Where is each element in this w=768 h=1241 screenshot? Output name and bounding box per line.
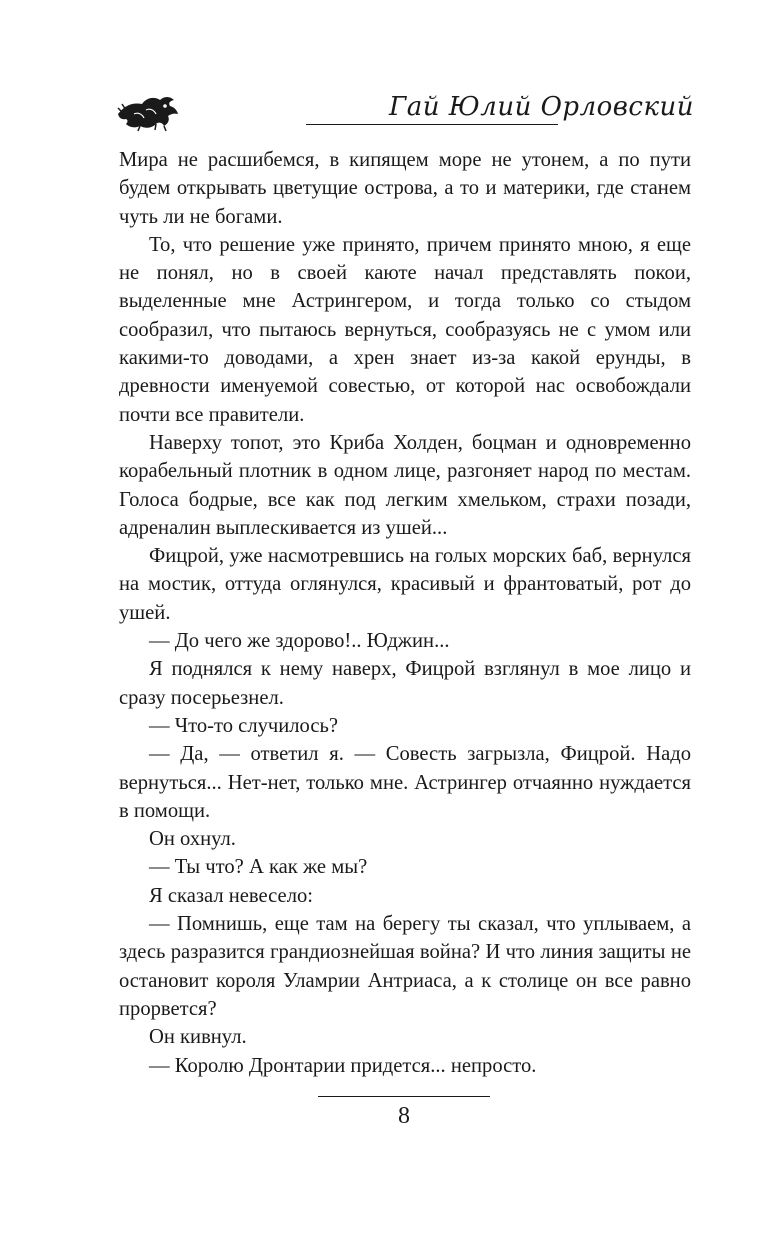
paragraph: Он охнул. (149, 828, 236, 851)
running-header (116, 86, 694, 138)
paragraph: — Да, — ответил я. — Совесть загрызла, Фицрой. Надо вернуться... Нет-нет, только мне. Астрингер отчаянно нуждается в помощи. (119, 743, 691, 822)
paragraph: Наверху топот, это Криба Холден, боцман и одновременно корабельный плотник в одном лице, разгоняет народ по местам. Голоса бодрые, все как под легким хмельком, страхи позади, адреналин выплескивается из ушей... (119, 431, 691, 539)
paragraph: — Королю Дронтарии придется... непросто. (149, 1054, 537, 1077)
paragraph: — Что-то случилось? (149, 714, 339, 737)
paragraph: Фицрой, уже насмотревшись на голых морских баб, вернулся на мостик, оттуда оглянулся, красивый и франтоватый, рот до ушей. (119, 545, 691, 624)
paragraph: — Ты что? А как же мы? (149, 856, 368, 879)
author-name: Гай Юлий Орловский (389, 92, 694, 122)
dragon-icon (116, 92, 180, 132)
header-rule (306, 124, 558, 125)
paragraph: Мира не расшибемся, в кипящем море не утонем, а по пути будем открывать цветущие острова, а то и материки, где станем чуть ли не богами. (119, 149, 691, 228)
paragraph: — До чего же здорово!.. Юджин... (149, 630, 450, 653)
paragraph: То, что решение уже принято, причем принято мною, я еще не понял, но в своей каюте начал представлять покои, выделенные мне Астрингером, и тогда только со стыдом сообразил, что пытаюсь вернуться, сообразуясь не с умом или какими-то доводами, а хрен знает из-за какой ерунды, в древности именуемой совестью, от которой нас освобождали почти все правители. (119, 233, 691, 426)
paragraph: — Помнишь, еще там на берегу ты сказал, что уплываем, а здесь разразится грандиознейшая война? И что линия защиты не остановит короля Уламрии Антриаса, а к столице он все равно прорвется? (119, 913, 691, 1020)
footer-rule (318, 1096, 490, 1097)
page-text (119, 146, 691, 1080)
paragraph: Я сказал невесело: (149, 884, 313, 907)
page-number: 8 (398, 1103, 410, 1129)
paragraph: Он кивнул. (149, 1026, 247, 1049)
paragraph: Я поднялся к нему наверх, Фицрой взглянул в мое лицо и сразу посерьезнел. (119, 658, 691, 709)
